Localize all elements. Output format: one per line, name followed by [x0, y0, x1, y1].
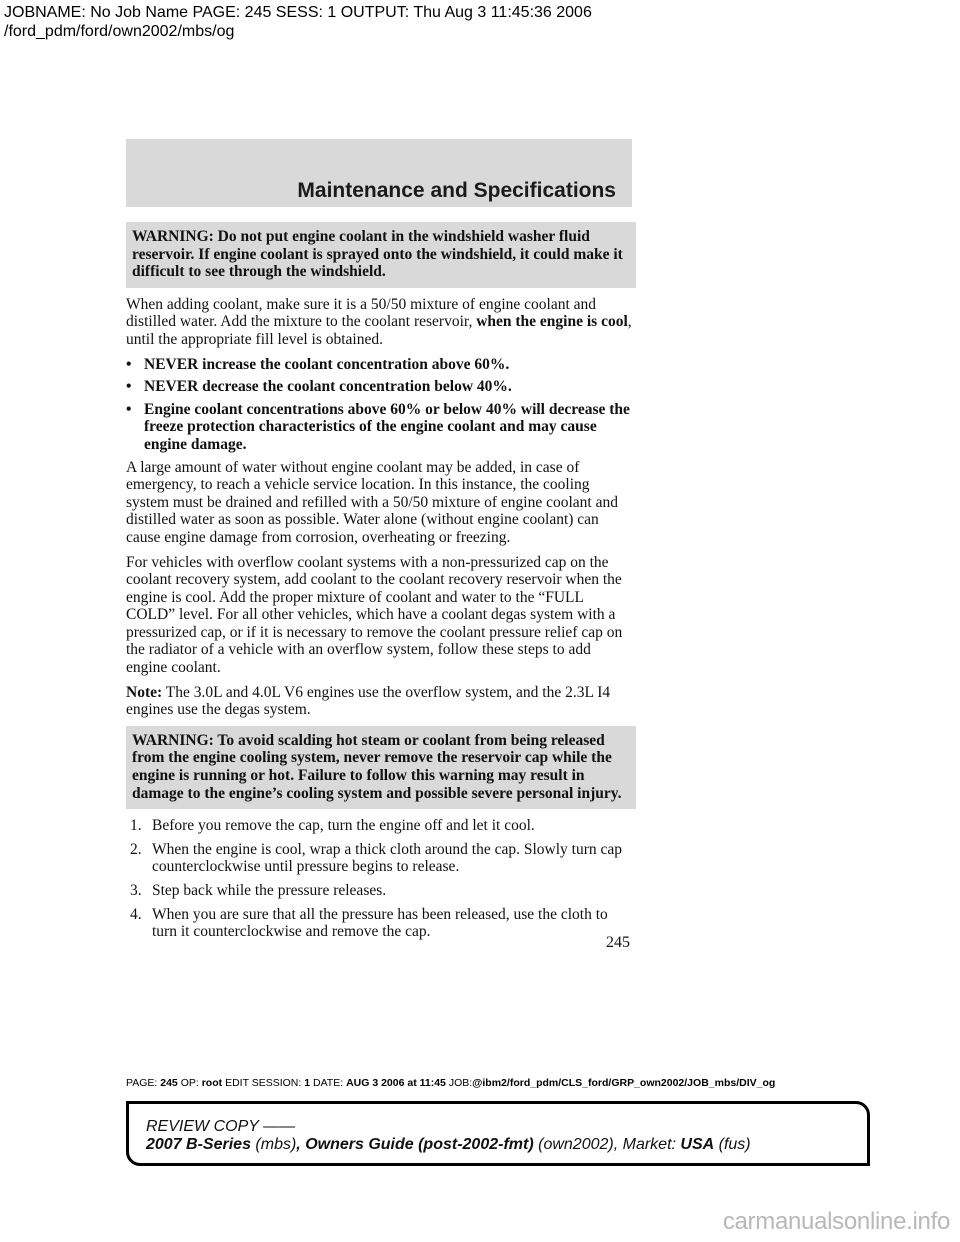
- footer-label: EDIT SESSION:: [225, 1077, 302, 1089]
- paragraph-text: , until the appropriate fill level is obtained.: [126, 313, 632, 348]
- step-text: Step back while the pressure releases.: [152, 882, 387, 899]
- footer-label: PAGE:: [126, 1077, 158, 1089]
- page-number: 245: [606, 934, 630, 951]
- note-paragraph: [126, 684, 636, 719]
- footer-value: 1: [304, 1077, 311, 1089]
- bullet-item: [126, 401, 636, 454]
- step-item: [126, 841, 636, 876]
- bullet-icon: •: [126, 355, 132, 373]
- job-info-line: JOBNAME: No Job Name PAGE: 245 SESS: 1 OUTPUT: Thu Aug 3 11:45:36 2006: [4, 4, 592, 21]
- step-item: [126, 817, 636, 835]
- footer-value: 245: [160, 1077, 178, 1089]
- review-copy-box: [126, 1101, 870, 1166]
- overflow-system-paragraph: For vehicles with overflow coolant systems with a non-pressurized cap on the coolant recovery system, add coolant to the coolant recovery reservoir when the engine is cool. Add the proper mixture of coolant and water to the “FULL COLD” level. For all other vehicles, which have a coolant degas system with a pressurized cap, or if it is necessary to remove the coolant pressure relief cap on the radiator of a vehicle with an overflow system, follow these steps to add engine coolant.: [126, 553, 623, 677]
- separator: ,: [296, 1136, 306, 1153]
- market-name: USA: [680, 1136, 715, 1153]
- coolant-mixture-paragraph: [126, 296, 636, 349]
- job-path-line: /ford_pdm/ford/own2002/mbs/og: [4, 23, 235, 40]
- step-item: [126, 906, 636, 941]
- concentration-bullet-list: [126, 356, 636, 454]
- bullet-item: [126, 378, 636, 396]
- footer-value: AUG 3 2006 at 11:45: [346, 1077, 446, 1089]
- note-text: The 3.0L and 4.0L V6 engines use the overflow system, and the 2.3L I4 engines use the degas system.: [126, 683, 611, 719]
- bullet-text: Engine coolant concentrations above 60% or below 40% will decrease the freeze protection characteristics of the engine coolant and may cause engine damage.: [144, 400, 630, 453]
- warning-box-scalding: WARNING: To avoid scalding hot steam or coolant from being released from the engine cooling system, never remove the reservoir cap while the engine is running or hot. Failure to follow this warning may result in damage to the engine’s cooling system and possible severe personal injury.: [126, 726, 636, 809]
- emergency-water-paragraph: A large amount of water without engine coolant may be added, in case of emergency, to reach a vehicle service location. In this instance, the cooling system must be drained and refilled with a 50/50 mixture of engine coolant and distilled water as soon as possible. Water alone (without engine coolant) can cause engine damage from corrosion, overheating or freezing.: [126, 458, 618, 546]
- model-name: 2007 B-Series: [146, 1136, 251, 1153]
- cap-removal-steps: [126, 817, 636, 941]
- step-number: 4.: [130, 905, 142, 923]
- bullet-item: [126, 356, 636, 374]
- footer-label: JOB:: [448, 1077, 473, 1089]
- step-text: Before you remove the cap, turn the engine off and let it cool.: [152, 817, 535, 835]
- print-metadata-line: [126, 1077, 775, 1089]
- bullet-icon: •: [126, 400, 132, 418]
- bullet-text: NEVER increase the coolant concentration above 60%.: [144, 355, 510, 373]
- step-number: 3.: [130, 882, 142, 899]
- step-number: 1.: [130, 817, 142, 835]
- warning-box-washer: WARNING: Do not put engine coolant in the windshield washer fluid reservoir. If engine coolant is sprayed onto the windshield, it could make it difficult to see through the windshield.: [126, 222, 636, 288]
- footer-label: OP:: [180, 1077, 199, 1089]
- section-header-band: [126, 139, 632, 207]
- paragraph-text: When adding coolant, make sure it is a 50/50 mixture of engine coolant and distilled water. Add the mixture to the coolant reservoir,: [126, 295, 597, 331]
- market-label: , Market:: [613, 1136, 681, 1153]
- model-code: (mbs): [250, 1136, 297, 1153]
- bullet-icon: •: [126, 378, 132, 396]
- watermark: carmanualsonline.info: [722, 1208, 950, 1235]
- job-header: [4, 3, 592, 41]
- review-copy-label: REVIEW COPY ——: [146, 1118, 296, 1135]
- step-text: When the engine is cool, wrap a thick cloth around the cap. Slowly turn cap counterclockwise until pressure begins to release.: [152, 840, 623, 876]
- step-text: When you are sure that all the pressure has been released, use the cloth to turn it counterclockwise and remove the cap.: [152, 905, 608, 941]
- section-title: Maintenance and Specifications: [297, 179, 616, 202]
- market-code: (fus): [714, 1136, 751, 1153]
- review-product-line: [146, 1136, 751, 1154]
- paragraph-emphasis: when the engine is cool: [476, 313, 628, 331]
- page-content: [126, 222, 636, 947]
- step-number: 2.: [130, 840, 142, 858]
- note-label: Note:: [126, 683, 163, 701]
- bullet-text: NEVER decrease the coolant concentration below 40%.: [144, 378, 512, 396]
- footer-value: @ibm2/ford_pdm/CLS_ford/GRP_own2002/JOB_mbs/DIV_og: [472, 1077, 776, 1089]
- step-item: [126, 882, 636, 900]
- footer-label: DATE:: [313, 1077, 344, 1089]
- guide-name: Owners Guide (post-2002-fmt): [305, 1136, 534, 1153]
- footer-value: root: [201, 1077, 223, 1089]
- guide-code: (own2002): [533, 1136, 614, 1153]
